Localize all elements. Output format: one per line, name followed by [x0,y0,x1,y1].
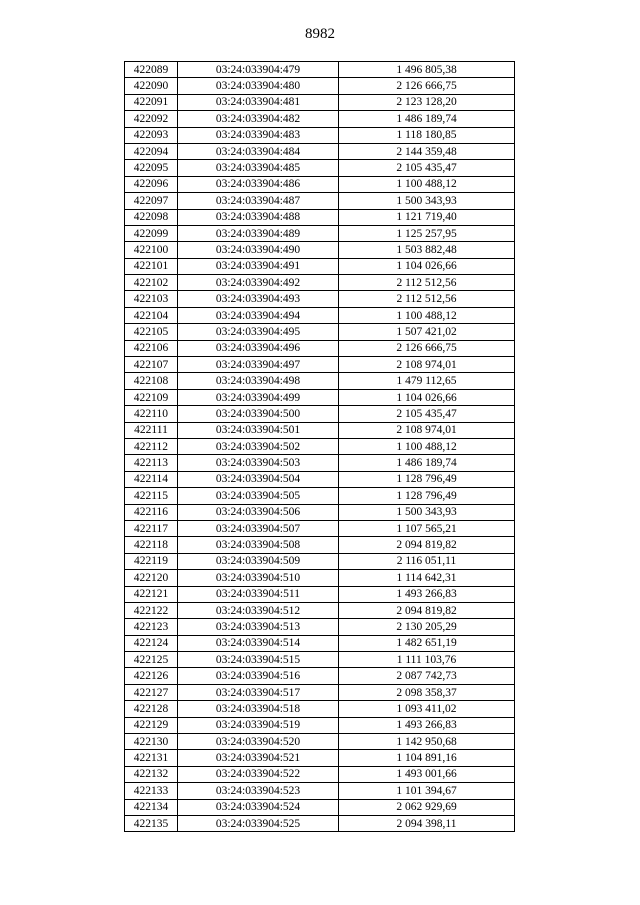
row-number-cell: 422123 [125,619,178,635]
table-row [125,668,515,684]
cadastral-value-cell: 1 104 026,66 [339,258,515,274]
cadastral-number-cell: 03:24:033904:493 [178,291,339,307]
table-row [125,438,515,454]
cadastral-number-cell: 03:24:033904:482 [178,111,339,127]
cadastral-value-cell: 1 500 343,93 [339,504,515,520]
cadastral-number-cell: 03:24:033904:494 [178,307,339,323]
table-row [125,783,515,799]
cadastral-value-cell: 1 496 805,38 [339,62,515,78]
cadastral-value-cell: 2 108 974,01 [339,422,515,438]
row-number-cell: 422130 [125,734,178,750]
row-number-cell: 422135 [125,815,178,831]
row-number-cell: 422121 [125,586,178,602]
row-number-cell: 422116 [125,504,178,520]
cadastral-number-cell: 03:24:033904:504 [178,471,339,487]
cadastral-number-cell: 03:24:033904:525 [178,815,339,831]
cadastral-value-cell: 1 125 257,95 [339,225,515,241]
table-row [125,701,515,717]
cadastral-number-cell: 03:24:033904:513 [178,619,339,635]
cadastral-number-cell: 03:24:033904:496 [178,340,339,356]
cadastral-value-cell: 1 479 112,65 [339,373,515,389]
table-row [125,127,515,143]
table-row [125,520,515,536]
row-number-cell: 422106 [125,340,178,356]
row-number-cell: 422128 [125,701,178,717]
cadastral-value-cell: 2 087 742,73 [339,668,515,684]
cadastral-value-cell: 2 126 666,75 [339,78,515,94]
row-number-cell: 422131 [125,750,178,766]
cadastral-number-cell: 03:24:033904:510 [178,570,339,586]
cadastral-value-cell: 2 112 512,56 [339,291,515,307]
cadastral-value-cell: 2 094 819,82 [339,537,515,553]
row-number-cell: 422127 [125,684,178,700]
cadastral-number-cell: 03:24:033904:485 [178,160,339,176]
cadastral-value-cell: 1 114 642,31 [339,570,515,586]
cadastral-value-cell: 1 486 189,74 [339,111,515,127]
cadastral-number-cell: 03:24:033904:522 [178,766,339,782]
table-row [125,357,515,373]
cadastral-value-cell: 1 101 394,67 [339,783,515,799]
cadastral-number-cell: 03:24:033904:518 [178,701,339,717]
cadastral-number-cell: 03:24:033904:489 [178,225,339,241]
table-row [125,504,515,520]
cadastral-value-cell: 2 144 359,48 [339,143,515,159]
row-number-cell: 422103 [125,291,178,307]
cadastral-number-cell: 03:24:033904:481 [178,94,339,110]
row-number-cell: 422119 [125,553,178,569]
cadastral-value-table [124,61,515,832]
cadastral-value-cell: 2 105 435,47 [339,160,515,176]
cadastral-number-cell: 03:24:033904:517 [178,684,339,700]
row-number-cell: 422092 [125,111,178,127]
cadastral-number-cell: 03:24:033904:484 [178,143,339,159]
table-row [125,225,515,241]
row-number-cell: 422124 [125,635,178,651]
cadastral-number-cell: 03:24:033904:488 [178,209,339,225]
row-number-cell: 422132 [125,766,178,782]
table-row [125,815,515,831]
table-row [125,455,515,471]
cadastral-value-cell: 1 093 411,02 [339,701,515,717]
cadastral-number-cell: 03:24:033904:515 [178,652,339,668]
row-number-cell: 422113 [125,455,178,471]
cadastral-number-cell: 03:24:033904:499 [178,389,339,405]
cadastral-number-cell: 03:24:033904:480 [178,78,339,94]
cadastral-value-cell: 1 100 488,12 [339,307,515,323]
table-row [125,193,515,209]
cadastral-number-cell: 03:24:033904:497 [178,357,339,373]
row-number-cell: 422108 [125,373,178,389]
table-row [125,94,515,110]
row-number-cell: 422110 [125,406,178,422]
cadastral-number-cell: 03:24:033904:511 [178,586,339,602]
cadastral-value-cell: 2 108 974,01 [339,357,515,373]
table-row [125,160,515,176]
row-number-cell: 422122 [125,602,178,618]
cadastral-value-cell: 1 104 026,66 [339,389,515,405]
row-number-cell: 422090 [125,78,178,94]
cadastral-value-cell: 1 493 266,83 [339,586,515,602]
table-row [125,62,515,78]
table-row [125,799,515,815]
cadastral-number-cell: 03:24:033904:501 [178,422,339,438]
table-row [125,471,515,487]
cadastral-value-cell: 2 112 512,56 [339,275,515,291]
cadastral-number-cell: 03:24:033904:498 [178,373,339,389]
cadastral-value-cell: 1 503 882,48 [339,242,515,258]
cadastral-value-cell: 1 142 950,68 [339,734,515,750]
table-row [125,570,515,586]
cadastral-value-cell: 1 128 796,49 [339,488,515,504]
cadastral-value-cell: 1 107 565,21 [339,520,515,536]
cadastral-value-cell: 2 094 819,82 [339,602,515,618]
table-row [125,602,515,618]
row-number-cell: 422126 [125,668,178,684]
cadastral-value-cell: 1 486 189,74 [339,455,515,471]
row-number-cell: 422091 [125,94,178,110]
table-row [125,111,515,127]
row-number-cell: 422095 [125,160,178,176]
row-number-cell: 422098 [125,209,178,225]
table-row [125,389,515,405]
cadastral-number-cell: 03:24:033904:506 [178,504,339,520]
cadastral-value-cell: 2 094 398,11 [339,815,515,831]
table-row [125,586,515,602]
cadastral-number-cell: 03:24:033904:524 [178,799,339,815]
row-number-cell: 422093 [125,127,178,143]
row-number-cell: 422107 [125,357,178,373]
cadastral-value-cell: 2 126 666,75 [339,340,515,356]
row-number-cell: 422089 [125,62,178,78]
cadastral-number-cell: 03:24:033904:500 [178,406,339,422]
row-number-cell: 422120 [125,570,178,586]
cadastral-value-cell: 1 111 103,76 [339,652,515,668]
cadastral-number-cell: 03:24:033904:523 [178,783,339,799]
table-row [125,209,515,225]
table-row [125,766,515,782]
cadastral-value-cell: 2 123 128,20 [339,94,515,110]
table-row [125,242,515,258]
cadastral-number-cell: 03:24:033904:495 [178,324,339,340]
cadastral-number-cell: 03:24:033904:521 [178,750,339,766]
cadastral-value-cell: 1 128 796,49 [339,471,515,487]
row-number-cell: 422097 [125,193,178,209]
cadastral-number-cell: 03:24:033904:516 [178,668,339,684]
cadastral-number-cell: 03:24:033904:491 [178,258,339,274]
page-number: 8982 [305,26,335,42]
cadastral-value-cell: 1 493 001,66 [339,766,515,782]
cadastral-value-cell: 1 493 266,83 [339,717,515,733]
cadastral-number-cell: 03:24:033904:502 [178,438,339,454]
row-number-cell: 422109 [125,389,178,405]
cadastral-number-cell: 03:24:033904:514 [178,635,339,651]
cadastral-value-cell: 1 482 651,19 [339,635,515,651]
row-number-cell: 422096 [125,176,178,192]
row-number-cell: 422115 [125,488,178,504]
row-number-cell: 422111 [125,422,178,438]
cadastral-value-cell: 1 118 180,85 [339,127,515,143]
cadastral-value-cell: 2 116 051,11 [339,553,515,569]
table-row [125,619,515,635]
cadastral-value-cell: 1 100 488,12 [339,438,515,454]
row-number-cell: 422094 [125,143,178,159]
table-row [125,406,515,422]
cadastral-value-cell: 2 105 435,47 [339,406,515,422]
cadastral-number-cell: 03:24:033904:507 [178,520,339,536]
cadastral-number-cell: 03:24:033904:503 [178,455,339,471]
table-row [125,275,515,291]
cadastral-number-cell: 03:24:033904:486 [178,176,339,192]
table-row [125,373,515,389]
cadastral-number-cell: 03:24:033904:487 [178,193,339,209]
cadastral-value-cell: 1 121 719,40 [339,209,515,225]
cadastral-value-cell: 2 062 929,69 [339,799,515,815]
cadastral-number-cell: 03:24:033904:519 [178,717,339,733]
table-row [125,143,515,159]
cadastral-number-cell: 03:24:033904:505 [178,488,339,504]
table-row [125,488,515,504]
cadastral-number-cell: 03:24:033904:479 [178,62,339,78]
cadastral-number-cell: 03:24:033904:508 [178,537,339,553]
table-row [125,258,515,274]
row-number-cell: 422133 [125,783,178,799]
cadastral-number-cell: 03:24:033904:492 [178,275,339,291]
cadastral-value-cell: 1 507 421,02 [339,324,515,340]
row-number-cell: 422129 [125,717,178,733]
table-row [125,537,515,553]
row-number-cell: 422100 [125,242,178,258]
table-row [125,553,515,569]
table-row [125,340,515,356]
row-number-cell: 422112 [125,438,178,454]
cadastral-value-cell: 2 130 205,29 [339,619,515,635]
table-row [125,78,515,94]
row-number-cell: 422118 [125,537,178,553]
row-number-cell: 422117 [125,520,178,536]
cadastral-number-cell: 03:24:033904:509 [178,553,339,569]
row-number-cell: 422101 [125,258,178,274]
table-row [125,652,515,668]
cadastral-value-cell: 1 500 343,93 [339,193,515,209]
cadastral-value-cell: 1 100 488,12 [339,176,515,192]
table-row [125,734,515,750]
cadastral-number-cell: 03:24:033904:520 [178,734,339,750]
table-row [125,717,515,733]
row-number-cell: 422134 [125,799,178,815]
row-number-cell: 422114 [125,471,178,487]
row-number-cell: 422105 [125,324,178,340]
table-body [125,62,515,832]
table-row [125,684,515,700]
row-number-cell: 422104 [125,307,178,323]
table-row [125,422,515,438]
cadastral-value-cell: 2 098 358,37 [339,684,515,700]
cadastral-number-cell: 03:24:033904:490 [178,242,339,258]
row-number-cell: 422102 [125,275,178,291]
row-number-cell: 422099 [125,225,178,241]
table-row [125,176,515,192]
cadastral-number-cell: 03:24:033904:512 [178,602,339,618]
cadastral-number-cell: 03:24:033904:483 [178,127,339,143]
table-row [125,750,515,766]
row-number-cell: 422125 [125,652,178,668]
table-row [125,307,515,323]
cadastral-value-cell: 1 104 891,16 [339,750,515,766]
table-row [125,324,515,340]
table-row [125,635,515,651]
table-row [125,291,515,307]
